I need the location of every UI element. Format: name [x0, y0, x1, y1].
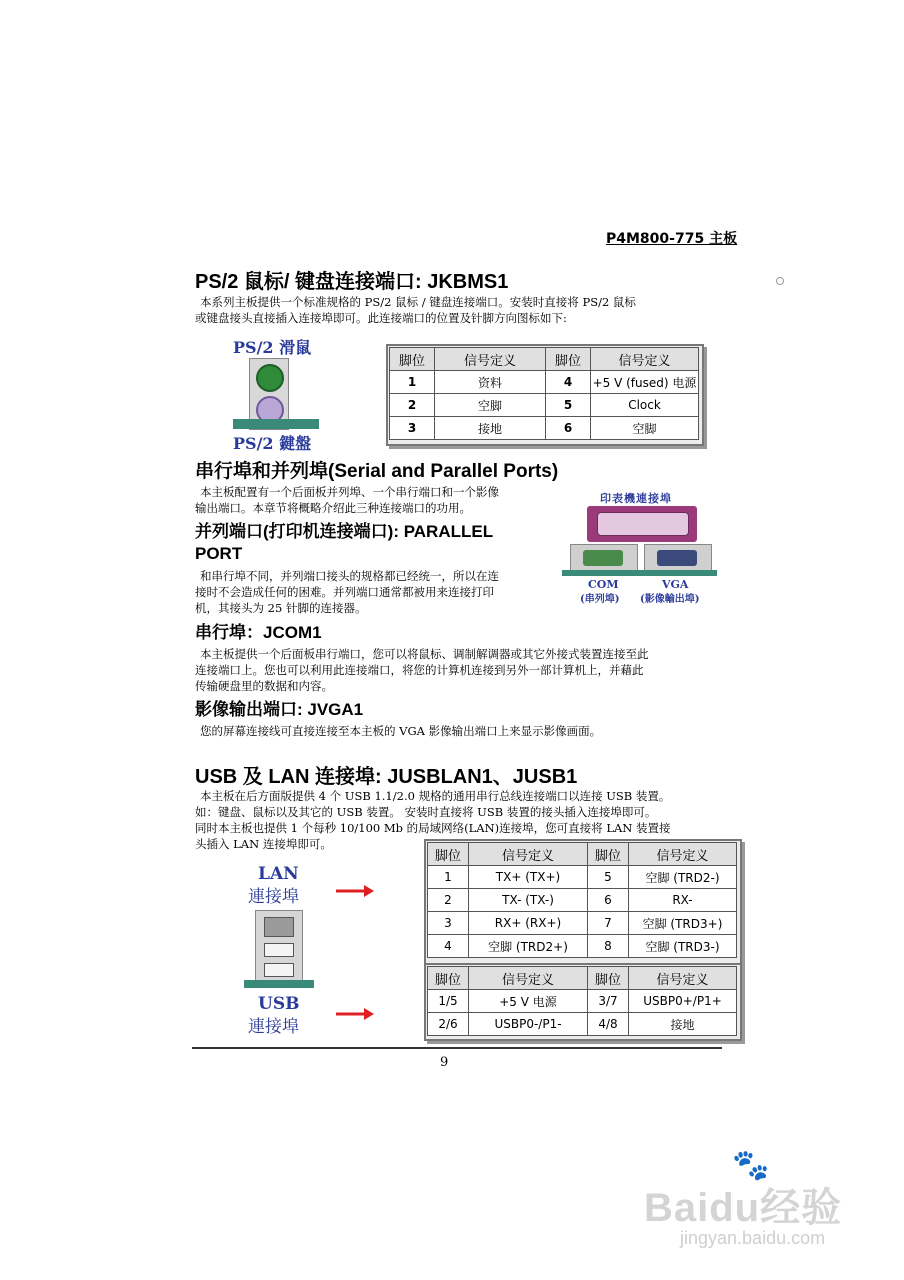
- table-row: [428, 889, 737, 912]
- watermark-brand: Baidu经验: [644, 1186, 843, 1230]
- usb-paragraph-line4: 头插入 LAN 连接埠即可。: [195, 837, 332, 851]
- watermark-url: jingyan.baidu.com: [680, 1228, 826, 1248]
- usb-sub-label: 連接埠: [248, 1017, 299, 1037]
- usb-label: USB: [258, 994, 300, 1014]
- table-cell: RX-: [629, 889, 737, 912]
- table-cell: 4/8: [588, 1013, 629, 1036]
- table-row: [428, 935, 737, 958]
- baidu-watermark: [640, 1148, 870, 1260]
- usb-arrow-icon: [336, 1007, 376, 1021]
- header-cell: 脚位: [546, 348, 591, 371]
- ps2-mouse-label: PS/2 滑鼠: [233, 338, 312, 357]
- usb-pin-table: [427, 966, 737, 1036]
- table-cell: 6: [588, 889, 629, 912]
- table-cell: 1: [390, 371, 435, 394]
- table-cell: 2/6: [428, 1013, 469, 1036]
- header-cell: 信号定义: [629, 967, 737, 990]
- table-cell: 5: [588, 866, 629, 889]
- com-sub-label: (串列埠): [580, 594, 620, 605]
- header-cell: 脚位: [588, 967, 629, 990]
- margin-circle-mark: [776, 277, 784, 285]
- table-cell: 2: [390, 394, 435, 417]
- table-row: [428, 866, 737, 889]
- footer-rule: [192, 1047, 722, 1049]
- ps2-paragraph-line2: 或键盘接头直接插入连接埠即可。此连接端口的位置及针脚方向图标如下:: [195, 311, 567, 325]
- board-edge: [233, 419, 319, 429]
- serial-parallel-heading: 串行埠和并列埠(Serial and Parallel Ports): [195, 461, 559, 482]
- printer-port-label: 印表機連接埠: [600, 492, 672, 505]
- usb-paragraph-line1: 本主板在后方面版提供 4 个 USB 1.1/2.0 规格的通用串行总线连接端口以连接 USB 装置。: [200, 789, 671, 803]
- table-cell: 4: [546, 371, 591, 394]
- lan-usb-image: [240, 862, 390, 1037]
- header-cell: 脚位: [428, 843, 469, 866]
- table-cell: 3: [390, 417, 435, 440]
- page-number: 9: [440, 1055, 449, 1070]
- ps2-keyboard-label: PS/2 鍵盤: [233, 434, 312, 453]
- table-cell: 7: [588, 912, 629, 935]
- table-cell: 5: [546, 394, 591, 417]
- table-cell: USBP0+/P1+: [629, 990, 737, 1013]
- table-cell: 3/7: [588, 990, 629, 1013]
- parallel-port-socket: [597, 512, 689, 536]
- vga-label: VGA: [662, 578, 689, 591]
- table-cell: 3: [428, 912, 469, 935]
- lan-sub-label: 連接埠: [248, 887, 299, 907]
- table-row: [428, 990, 737, 1013]
- board-edge: [244, 980, 314, 988]
- parallel-port-icon: [587, 506, 697, 542]
- table-cell: Clock: [591, 394, 699, 417]
- lan-port-icon: [264, 917, 294, 937]
- ps2-pin-table: [389, 347, 699, 440]
- table-cell: USBP0-/P1-: [469, 1013, 588, 1036]
- table-cell: 接地: [629, 1013, 737, 1036]
- header-cell: 信号定义: [435, 348, 546, 371]
- parallel-heading-line1: 并列端口(打印机连接端口): PARALLEL: [195, 522, 494, 541]
- table-cell: TX- (TX-): [469, 889, 588, 912]
- ps2-mouse-port-icon: [256, 364, 284, 392]
- table-cell: 6: [546, 417, 591, 440]
- paw-icon: 🐾: [732, 1148, 770, 1183]
- lan-arrow-icon: [336, 884, 376, 898]
- header-cell: 信号定义: [469, 967, 588, 990]
- table-row: [428, 1013, 737, 1036]
- parallel-heading-line2: PORT: [195, 544, 243, 563]
- table-row: [390, 371, 699, 394]
- lan-usb-port-housing: [255, 910, 303, 984]
- parallel-paragraph-line3: 机，其接头为 25 针脚的连接器。: [195, 601, 367, 615]
- document-header: P4M800-775 主板: [606, 231, 738, 247]
- usb-port-icon: [264, 963, 294, 977]
- table-cell: 接地: [435, 417, 546, 440]
- table-cell: RX+ (RX+): [469, 912, 588, 935]
- usb-paragraph-line3: 同时本主板也提供 1 个每秒 10/100 Mb 的局域网络(LAN)连接埠，您可直接将 LAN 装置接: [195, 821, 671, 835]
- serial-parallel-paragraph-line2: 输出端口。本章节将概略介绍此三种连接端口的功用。: [195, 501, 471, 515]
- header-cell: 信号定义: [629, 843, 737, 866]
- table-cell: 1/5: [428, 990, 469, 1013]
- header-cell: 脚位: [390, 348, 435, 371]
- vga-sub-label: (影像輸出埠): [640, 594, 700, 605]
- parallel-paragraph-line2: 接时不会造成任何的困难。并列端口通常都被用来连接打印: [195, 585, 494, 599]
- table-cell: +5 V (fused) 电源: [591, 371, 699, 394]
- ps2-paragraph-line1: 本系列主板提供一个标准规格的 PS/2 鼠标 / 键盘连接端口。安装时直接将 PS/2 鼠标: [200, 295, 636, 309]
- parallel-paragraph-line1: 和串行埠不同，并列端口接头的规格都已经统一，所以在连: [200, 569, 499, 583]
- table-row: [390, 394, 699, 417]
- table-cell: 空脚 (TRD2+): [469, 935, 588, 958]
- table-cell: 空脚 (TRD2-): [629, 866, 737, 889]
- table-row: [428, 912, 737, 935]
- table-cell: 4: [428, 935, 469, 958]
- com-label: COM: [588, 578, 619, 591]
- board-edge: [562, 570, 717, 576]
- table-cell: 2: [428, 889, 469, 912]
- table-cell: 空脚: [591, 417, 699, 440]
- vga-port-socket: [657, 550, 697, 566]
- table-cell: 1: [428, 866, 469, 889]
- com-heading: 串行埠：JCOM1: [195, 623, 322, 642]
- table-cell: 空脚: [435, 394, 546, 417]
- table-cell: 空脚 (TRD3+): [629, 912, 737, 935]
- table-cell: 空脚 (TRD3-): [629, 935, 737, 958]
- header-cell: 信号定义: [591, 348, 699, 371]
- rear-ports-image: [562, 488, 722, 606]
- lan-label: LAN: [258, 864, 299, 884]
- vga-heading: 影像输出端口: JVGA1: [195, 700, 364, 719]
- com-paragraph-line2: 连接端口上。您也可以利用此连接端口，将您的计算机连接到另外一部计算机上，并藉此: [195, 663, 644, 677]
- table-cell: +5 V 电源: [469, 990, 588, 1013]
- usb-lan-heading: USB 及 LAN 连接埠: JUSBLAN1、JUSB1: [195, 766, 578, 788]
- lan-pin-table: [427, 842, 737, 958]
- com-paragraph-line3: 传输硬盘里的数据和内容。: [195, 679, 333, 693]
- com-paragraph-line1: 本主板提供一个后面板串行端口，您可以将鼠标、调制解调器或其它外接式装置连接至此: [200, 647, 649, 661]
- usb-paragraph-line2: 如：键盘、鼠标以及其它的 USB 装置。 安装时直接将 USB 装置的接头插入连接埠即可。: [195, 805, 657, 819]
- header-cell: 脚位: [588, 843, 629, 866]
- ps2-heading: PS/2 鼠标/ 键盘连接端口: JKBMS1: [195, 271, 509, 293]
- header-cell: 脚位: [428, 967, 469, 990]
- usb-port-icon: [264, 943, 294, 957]
- table-cell: 资料: [435, 371, 546, 394]
- com-port-socket: [583, 550, 623, 566]
- ps2-connector-image: [225, 333, 325, 453]
- serial-parallel-paragraph-line1: 本主板配置有一个后面板并列埠、一个串行端口和一个影像: [200, 485, 499, 499]
- table-cell: 8: [588, 935, 629, 958]
- table-cell: TX+ (TX+): [469, 866, 588, 889]
- vga-paragraph: 您的屏幕连接线可直接连接至本主板的 VGA 影像输出端口上来显示影像画面。: [200, 724, 602, 738]
- header-cell: 信号定义: [469, 843, 588, 866]
- table-row: [390, 417, 699, 440]
